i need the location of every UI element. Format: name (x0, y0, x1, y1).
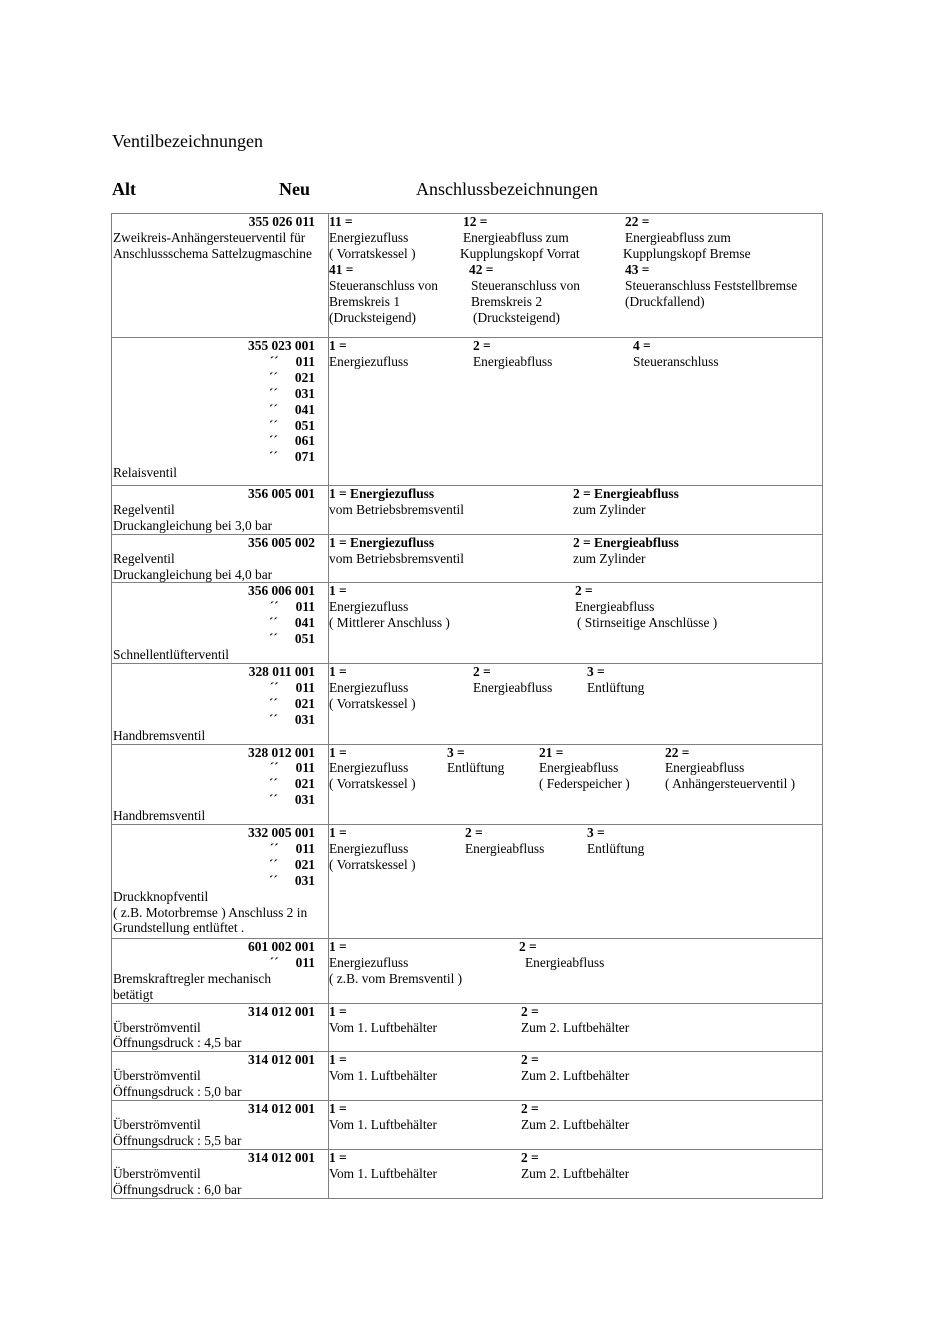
variant-suffix: 031 (294, 711, 315, 727)
port-code: 1 = (329, 1003, 347, 1019)
variant-suffix: 021 (294, 369, 315, 385)
port-entry (469, 262, 580, 326)
port-entry (473, 664, 552, 696)
port-entry (329, 825, 416, 873)
description-line: Überströmventil (113, 1165, 201, 1181)
variant-suffix: 071 (294, 449, 315, 465)
port-entry (573, 486, 679, 518)
valve-description (113, 1166, 327, 1198)
part-number-variant (113, 615, 327, 631)
port-designations-cell (329, 663, 823, 744)
port-description: Vom 1. Luftbehälter (329, 1165, 437, 1181)
port-description: Steueranschluss von (329, 277, 438, 293)
ditto-mark: ´´ (269, 954, 279, 970)
variant-suffix: 051 (294, 631, 315, 647)
part-number-variant (113, 680, 327, 696)
port-description: (Druckfallend) (625, 293, 705, 309)
port-description: vom Betriebsbremsventil (329, 501, 464, 517)
port-entry (329, 664, 416, 712)
valve-info-cell (112, 486, 329, 535)
port-entry (575, 583, 717, 631)
ditto-mark: ´´ (268, 792, 278, 808)
part-number-variant (113, 841, 327, 857)
port-entry (539, 745, 630, 793)
part-number-variant (113, 433, 327, 449)
port-description: Energiezufluss (329, 353, 409, 369)
variant-suffix: 051 (294, 417, 315, 433)
description-line: Druckangleichung bei 3,0 bar (113, 517, 273, 533)
part-number-variant (113, 631, 327, 647)
port-entry (329, 535, 464, 567)
port-entry (460, 214, 580, 262)
description-line: Öffnungsdruck : 5,5 bar (113, 1132, 242, 1148)
port-entry (329, 1052, 437, 1084)
port-entry (633, 338, 719, 370)
table-row (112, 1101, 823, 1150)
part-number-variant (113, 776, 327, 792)
valve-description (113, 971, 327, 1003)
variant-suffix: 031 (294, 385, 315, 401)
port-description: (Drucksteigend) (329, 309, 417, 325)
valve-description (113, 728, 327, 744)
variant-suffix: 011 (295, 353, 315, 369)
table-row (112, 338, 823, 486)
port-description: Energieabfluss zum (625, 229, 731, 245)
port-code: 2 = (521, 1101, 539, 1117)
valve-description (113, 1020, 327, 1052)
part-number-variant (113, 354, 327, 370)
description-line: Bremskraftregler mechanisch (113, 970, 272, 986)
table-row (112, 534, 823, 583)
port-code: 2 = (519, 939, 537, 955)
part-number: 314 012 001 (248, 1149, 315, 1165)
variant-suffix: 041 (294, 401, 315, 417)
port-entry (521, 1004, 629, 1036)
ditto-mark: ´´ (268, 385, 278, 401)
port-code: 2 = Energieabfluss (573, 486, 679, 501)
port-description: Bremskreis 1 (329, 293, 401, 309)
port-description: Energiezufluss (329, 229, 409, 245)
table-row (112, 1052, 823, 1101)
valve-description (113, 465, 327, 481)
description-line: Grundstellung entlüftet . (113, 920, 245, 936)
port-description: Energieabfluss zum (463, 229, 569, 245)
header-anschluss: Anschlussbezeichnungen (416, 179, 598, 199)
description-line: Regelventil (113, 550, 175, 566)
description-line: Handbremsventil (113, 808, 206, 824)
table-row (112, 663, 823, 744)
port-code: 2 = (473, 338, 491, 353)
port-designations-cell (329, 1101, 823, 1150)
port-description: Steueranschluss (633, 353, 719, 369)
part-number: 356 006 001 (248, 583, 315, 599)
table-row (112, 486, 823, 535)
valve-info-cell (112, 583, 329, 664)
table-row (112, 825, 823, 939)
port-designations-cell (329, 1149, 823, 1198)
port-designations-cell (329, 338, 823, 486)
port-entry (329, 338, 408, 370)
variant-suffix: 011 (295, 840, 315, 856)
part-number: 355 026 011 (248, 214, 315, 229)
valve-info-cell (112, 1003, 329, 1052)
ditto-mark: ´´ (269, 840, 279, 856)
port-description: ( Vorratskessel ) (329, 245, 416, 261)
valve-description (113, 551, 327, 583)
ditto-mark: ´´ (268, 369, 278, 385)
port-description: (Drucksteigend) (473, 309, 561, 325)
port-code: 1 = (329, 1052, 347, 1068)
valve-info-cell (112, 1052, 329, 1101)
port-description: Energieabfluss (473, 679, 553, 695)
part-number-variant (113, 792, 327, 808)
port-description: Energiezufluss (329, 599, 409, 615)
port-entry (329, 745, 416, 793)
description-line: Überströmventil (113, 1117, 201, 1132)
port-description: Kupplungskopf Vorrat (460, 245, 580, 261)
variant-suffix: 011 (295, 679, 315, 695)
part-number-variant (113, 402, 327, 418)
description-line: Öffnungsdruck : 4,5 bar (113, 1035, 242, 1051)
part-number: 355 023 001 (248, 338, 315, 353)
port-code: 1 = (329, 1101, 347, 1117)
port-description: Vom 1. Luftbehälter (329, 1019, 437, 1035)
part-number: 332 005 001 (248, 825, 315, 841)
variant-suffix: 021 (294, 695, 315, 711)
variant-suffix: 031 (294, 792, 315, 808)
part-number: 356 005 002 (248, 534, 315, 550)
port-description: Zum 2. Luftbehälter (521, 1165, 630, 1181)
port-description: ( z.B. vom Bremsventil ) (329, 970, 463, 986)
port-designations-cell (329, 214, 823, 338)
description-line: Öffnungsdruck : 5,0 bar (113, 1084, 242, 1100)
port-code: 43 = (625, 262, 650, 277)
port-description: Zum 2. Luftbehälter (521, 1068, 630, 1084)
port-entry (329, 939, 462, 987)
port-description: Vom 1. Luftbehälter (329, 1068, 437, 1084)
port-entry (521, 1101, 629, 1133)
part-number-variant (113, 696, 327, 712)
port-entry (587, 825, 644, 857)
part-number: 328 011 001 (248, 663, 315, 679)
port-code: 1 = (329, 583, 347, 599)
port-entry (329, 1101, 437, 1133)
ditto-mark: ´´ (268, 449, 278, 465)
part-number-variant (113, 760, 327, 776)
variant-suffix: 021 (294, 776, 315, 792)
port-entry (447, 745, 504, 777)
ditto-mark: ´´ (268, 872, 278, 888)
valve-info-cell (112, 1149, 329, 1198)
port-description: Entlüftung (587, 679, 645, 695)
port-designations-cell (329, 825, 823, 939)
valve-info-cell (112, 214, 329, 338)
ditto-mark: ´´ (268, 776, 278, 792)
valve-info-cell (112, 534, 329, 583)
port-code: 1 = Energiezufluss (329, 534, 435, 550)
part-number: 356 005 001 (248, 486, 315, 501)
port-description: ( Anhängersteuerventil ) (665, 776, 796, 792)
ditto-mark: ´´ (268, 615, 278, 631)
variant-suffix: 031 (294, 872, 315, 888)
ditto-mark: ´´ (268, 631, 278, 647)
port-entry (625, 262, 797, 310)
port-description: ( Stirnseitige Anschlüsse ) (577, 615, 718, 631)
description-line: Anschlussschema Sattelzugmaschine (113, 245, 312, 261)
description-line: Schnellentlüfterventil (113, 647, 230, 663)
port-description: Energieabfluss (575, 599, 655, 615)
port-entry (521, 1052, 629, 1084)
port-designations-cell (329, 534, 823, 583)
part-number-variant (113, 857, 327, 873)
ditto-mark: ´´ (268, 856, 278, 872)
port-description: Zum 2. Luftbehälter (521, 1019, 630, 1035)
part-number-variant (113, 599, 327, 615)
description-line: Überströmventil (113, 1019, 201, 1035)
port-description: Energieabfluss (465, 840, 545, 856)
port-entry (665, 745, 795, 793)
port-description: Energieabfluss (665, 760, 745, 776)
port-entry (329, 1150, 437, 1182)
port-description: Steueranschluss von (471, 277, 580, 293)
port-description: ( Vorratskessel ) (329, 695, 416, 711)
port-code: 2 = (521, 1149, 539, 1165)
port-code: 2 = (575, 583, 593, 599)
description-line: Druckangleichung bei 4,0 bar (113, 566, 273, 582)
port-description: Kupplungskopf Bremse (623, 245, 751, 261)
description-line: Regelventil (113, 501, 175, 517)
description-line: Handbremsventil (113, 727, 206, 743)
header-neu: Neu (279, 179, 310, 199)
valve-description (113, 647, 327, 663)
valve-info-cell (112, 825, 329, 939)
port-entry (521, 1150, 629, 1182)
valve-info-cell (112, 663, 329, 744)
port-description: Bremskreis 2 (471, 293, 543, 309)
ditto-mark: ´´ (268, 417, 278, 433)
port-description: Energiezufluss (329, 679, 409, 695)
port-code: 2 = Energieabfluss (573, 534, 679, 550)
port-description: Zum 2. Luftbehälter (521, 1117, 630, 1132)
valve-description (113, 230, 327, 262)
description-line: betätigt (113, 986, 154, 1002)
part-number: 601 002 001 (248, 939, 315, 955)
port-designations-cell (329, 744, 823, 825)
valve-info-cell (112, 744, 329, 825)
port-entry (329, 486, 464, 518)
port-entry (329, 583, 450, 631)
header-alt: Alt (112, 179, 136, 199)
valve-table (111, 213, 823, 1199)
port-entry (587, 664, 644, 696)
port-code: 2 = (473, 663, 491, 679)
port-code: 41 = (329, 262, 354, 277)
port-code: 1 = (329, 939, 347, 955)
variant-suffix: 011 (295, 599, 315, 615)
port-entry (465, 825, 544, 857)
valve-description (113, 1068, 327, 1100)
port-description: Energiezufluss (329, 840, 409, 856)
ditto-mark: ´´ (269, 760, 279, 776)
port-code: 11 = (329, 214, 353, 229)
port-code: 2 = (521, 1003, 539, 1019)
port-code: 1 = (329, 338, 347, 353)
port-designations-cell (329, 486, 823, 535)
port-code: 1 = (329, 663, 347, 679)
port-code: 3 = (587, 825, 605, 841)
port-entry (473, 338, 552, 370)
port-description: Vom 1. Luftbehälter (329, 1117, 437, 1132)
page-title: Ventilbezeichnungen (112, 131, 263, 151)
valve-info-cell (112, 1101, 329, 1150)
part-number: 328 012 001 (248, 744, 315, 760)
port-description: Energieabfluss (473, 353, 553, 369)
port-code: 3 = (447, 744, 465, 760)
description-line: Zweikreis-Anhängersteuerventil für (113, 229, 306, 245)
port-description: vom Betriebsbremsventil (329, 550, 464, 566)
port-designations-cell (329, 939, 823, 1004)
variant-suffix: 061 (294, 433, 315, 449)
port-description: zum Zylinder (573, 550, 646, 566)
table-row (112, 744, 823, 825)
port-code: 12 = (463, 214, 488, 229)
part-number-variant (113, 449, 327, 465)
port-description: Energieabfluss (539, 760, 619, 776)
port-description: ( Vorratskessel ) (329, 776, 416, 792)
port-description: Energieabfluss (525, 954, 605, 970)
valve-info-cell (112, 939, 329, 1004)
port-description: Steueranschluss Feststellbremse (625, 277, 798, 293)
ditto-mark: ´´ (268, 433, 278, 449)
table-row (112, 939, 823, 1004)
port-designations-cell (329, 1052, 823, 1101)
valve-description (113, 808, 327, 824)
ditto-mark: ´´ (268, 401, 278, 417)
port-designations-cell (329, 1003, 823, 1052)
port-description: zum Zylinder (573, 501, 646, 517)
port-description: Entlüftung (447, 760, 505, 776)
valve-description (113, 502, 327, 534)
description-line: Relaisventil (113, 465, 177, 481)
ditto-mark: ´´ (268, 711, 278, 727)
description-line: ( z.B. Motorbremse ) Anschluss 2 in (113, 904, 308, 920)
variant-suffix: 041 (294, 615, 315, 631)
port-designations-cell (329, 583, 823, 664)
port-description: ( Mittlerer Anschluss ) (329, 615, 450, 631)
part-number: 314 012 001 (248, 1101, 315, 1117)
port-entry (329, 214, 416, 262)
valve-info-cell (112, 338, 329, 486)
part-number-variant (113, 955, 327, 971)
port-code: 22 = (665, 744, 690, 760)
valve-description (113, 889, 327, 937)
port-entry (573, 535, 679, 567)
port-code: 2 = (465, 825, 483, 841)
port-description: ( Federspeicher ) (539, 776, 630, 792)
ditto-mark: ´´ (269, 599, 279, 615)
port-code: 1 = (329, 825, 347, 841)
table-row (112, 1149, 823, 1198)
description-line: Öffnungsdruck : 6,0 bar (113, 1181, 242, 1197)
part-number-variant (113, 418, 327, 434)
ditto-mark: ´´ (268, 695, 278, 711)
port-code: 21 = (539, 744, 564, 760)
part-number: 314 012 001 (248, 1003, 315, 1019)
part-number-variant (113, 712, 327, 728)
ditto-mark: ´´ (269, 679, 279, 695)
port-code: 1 = (329, 1149, 347, 1165)
port-entry (329, 262, 438, 326)
port-entry (625, 214, 751, 262)
variant-suffix: 021 (294, 856, 315, 872)
port-code: 1 = Energiezufluss (329, 486, 435, 501)
table-row (112, 1003, 823, 1052)
table-row (112, 214, 823, 338)
port-code: 42 = (469, 262, 494, 277)
part-number-variant (113, 370, 327, 386)
description-line: Überströmventil (113, 1068, 201, 1084)
variant-suffix: 011 (295, 760, 315, 776)
port-code: 2 = (521, 1052, 539, 1068)
description-line: Druckknopfventil (113, 888, 209, 904)
part-number-variant (113, 386, 327, 402)
variant-suffix: 011 (295, 954, 315, 970)
port-code: 22 = (625, 214, 650, 229)
port-description: Energiezufluss (329, 954, 409, 970)
port-code: 4 = (633, 338, 651, 353)
port-code: 3 = (587, 663, 605, 679)
part-number-variant (113, 873, 327, 889)
part-number: 314 012 001 (248, 1052, 315, 1068)
table-row (112, 583, 823, 664)
port-description: Entlüftung (587, 840, 645, 856)
ditto-mark: ´´ (269, 353, 279, 369)
port-code: 1 = (329, 744, 347, 760)
port-description: ( Vorratskessel ) (329, 856, 416, 872)
port-entry (329, 1004, 437, 1036)
valve-description (113, 1117, 327, 1149)
port-description: Energiezufluss (329, 760, 409, 776)
port-entry (519, 939, 604, 971)
